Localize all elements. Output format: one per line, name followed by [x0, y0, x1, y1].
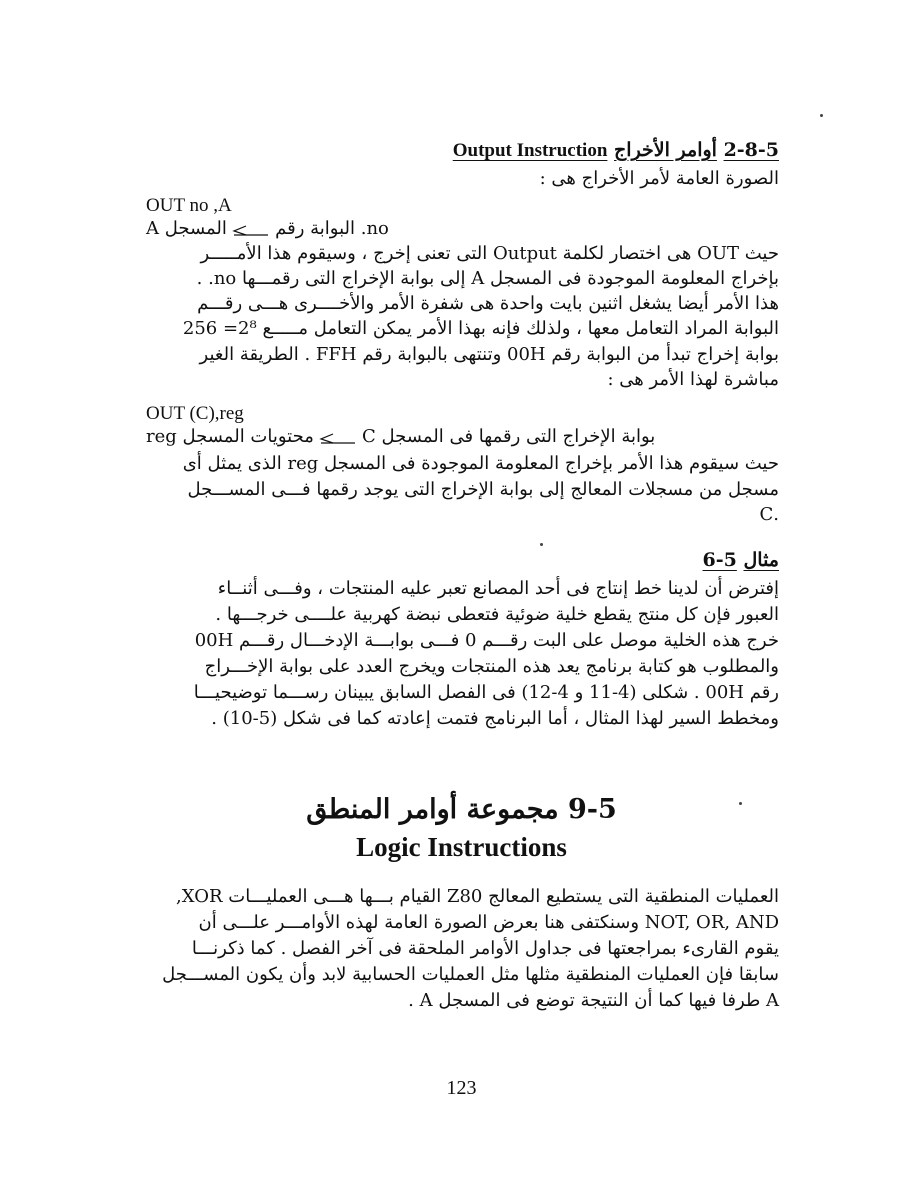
schema2-right-text: محتويات المسجل reg — [146, 426, 314, 447]
syntax-schema — [146, 220, 389, 238]
schema-left-text: no. البوابة رقم — [275, 218, 389, 239]
logic-title-ar: 9-5 مجموعة أوامر المنطق — [306, 794, 617, 825]
syntax2-schema — [146, 428, 655, 446]
logic-line-4: سابقا فإن العمليات المنطقية مثلها مثل العمليات الحسابية لابد وأن يكون المســـجل — [162, 964, 779, 985]
example-line-5: رقم 00H . شكلى (4-11 و 4-12) فى الفصل السابق يبينان رســـما توضيحيـــا — [193, 682, 779, 703]
example-line-2: العبور فإن كل منتج يقطع خلية ضوئية فتعطى نبضة كهربية علــــى خرجـــها . — [215, 604, 779, 625]
logic-title-en: Logic Instructions — [356, 832, 567, 862]
left-arrow-icon — [232, 223, 270, 237]
schema-right-text: المسجل A — [146, 218, 227, 239]
scan-speck — [820, 114, 823, 117]
para1-line-6: مباشرة لهذا الأمر هى : — [607, 369, 779, 390]
scan-speck — [739, 802, 742, 805]
para2-line-1: حيث سيقوم هذا الأمر بإخراج المعلومة الموجودة فى المسجل reg الذى يمثل أى — [182, 453, 779, 474]
syntax-out-a: OUT no ,A — [146, 195, 232, 216]
section-title-en: Output Instruction — [452, 140, 608, 161]
syntax-out-c-reg: OUT (C),reg — [146, 403, 244, 424]
example-line-4: والمطلوب هو كتابة برنامج يعد هذه المنتجات ويخرج العدد على بوابة الإخـــراج — [204, 656, 779, 677]
para2-line-2: مسجل من مسجلات المعالج إلى بوابة الإخراج التى يوجد رقمها فـــى المســـجل — [187, 479, 779, 500]
example-heading — [703, 551, 779, 570]
left-arrow-icon — [319, 431, 357, 445]
scan-speck — [540, 543, 543, 546]
para1-line-3: هذا الأمر أيضا يشغل اثنين بايت واحدة هى شفرة الأمر والأخــــرى هـــى رقـــم — [197, 293, 779, 314]
para1-line-4: البوابة المراد التعامل معها ، ولذلك فإنه بهذا الأمر يمكن التعامل مـــــع 2⁸= 256 — [182, 318, 779, 339]
logic-line-1: العمليات المنطقية التى يستطيع المعالج Z80 القيام بـــها هـــى العمليـــات XOR, — [175, 886, 779, 907]
section-number: 2-8-5 — [723, 139, 779, 161]
output-intro: الصورة العامة لأمر الأخراج هى : — [539, 168, 779, 189]
section-heading-output — [453, 141, 779, 160]
logic-line-2: NOT, OR, AND وسنكتفى هنا بعرض الصورة العامة لهذه الأوامـــر علـــى أن — [198, 912, 779, 933]
example-line-3: خرج هذه الخلية موصل على البت رقـــم 0 فـــى بوابـــة الإدخـــال رقـــم 00H — [194, 630, 779, 651]
para1-line-5: بوابة إخراج تبدأ من البوابة رقم 00H وتنتهى بالبوابة رقم FFH . الطريقة الغير — [199, 344, 779, 365]
example-line-6: ومخطط السير لهذا المثال ، أما البرنامج فتمت إعادته كما فى شكل (5-10) . — [211, 708, 779, 729]
schema2-left-text: بوابة الإخراج التى رقمها فى المسجل C — [362, 426, 656, 447]
example-title-ar: مثال — [743, 549, 779, 571]
para1-line-2: بإخراج المعلومة الموجودة فى المسجل A إلى بوابة الإخراج التى رقمـــها no. . — [196, 268, 779, 289]
logic-line-3: يقوم القارىء بمراجعتها فى جداول الأوامر الملحقة فى آخر الفصل . كما ذكرنـــا — [191, 938, 779, 959]
logic-line-5: A طرفا فيها كما أن النتيجة توضع فى المسجل A . — [408, 990, 779, 1011]
page-number: 123 — [446, 1077, 477, 1099]
example-line-1: إفترض أن لدينا خط إنتاج فى أحد المصانع تعبر عليه المنتجات ، وفـــى أثنــاء — [217, 578, 779, 599]
para1-line-1: حيث OUT هى اختصار لكلمة Output التى تعنى إخرج ، وسيقوم هذا الأمـــــر — [200, 243, 779, 264]
example-number: 6-5 — [702, 549, 737, 571]
section-title-ar: أوامر الأخراج — [614, 139, 717, 161]
para2-line-3: .C — [759, 504, 779, 525]
